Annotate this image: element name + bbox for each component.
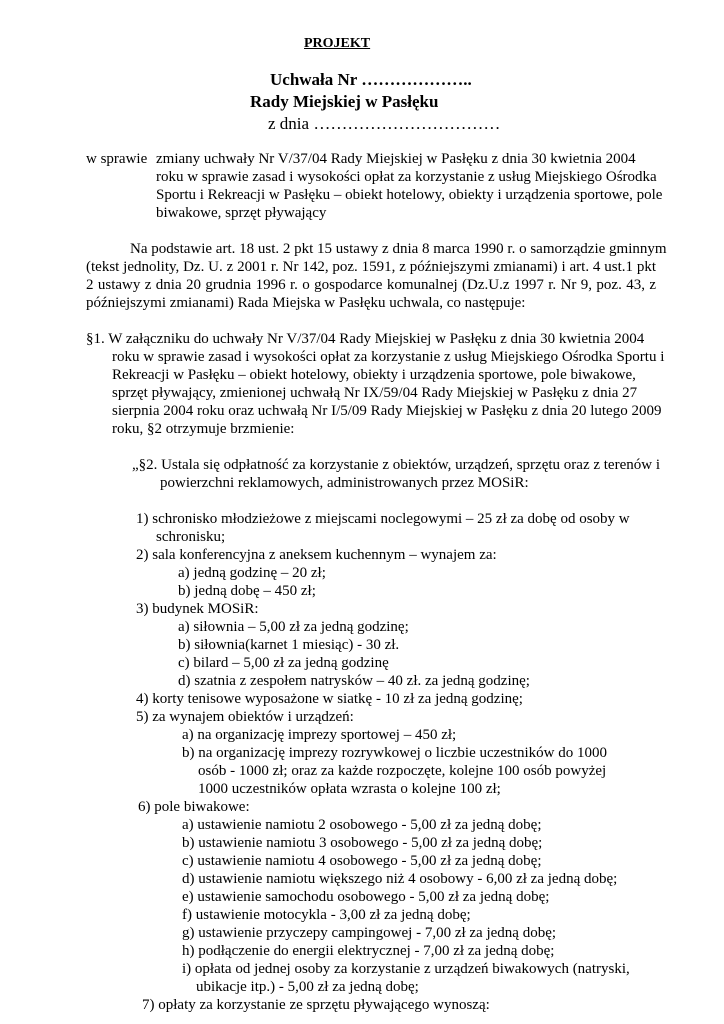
list-item: 4) korty tenisowe wyposażone w siatkę - 10 zł za jedną godzinę; bbox=[136, 691, 523, 707]
paragraph-1-line: Rekreacji w Pasłęku – obiekt hotelowy, obiekty i urządzenia sportowe, pole biwakowe, bbox=[112, 367, 636, 383]
list-item: b) jedną dobę – 450 zł; bbox=[178, 583, 316, 599]
projekt-label: PROJEKT bbox=[304, 36, 371, 51]
legal-basis-line: Na podstawie art. 18 ust. 2 pkt 15 ustawy z dnia 8 marca 1990 r. o samorządzie gminnym bbox=[130, 241, 667, 257]
council-name: Rady Miejskiej w Pasłęku bbox=[250, 92, 439, 111]
list-item: 3) budynek MOSiR: bbox=[136, 601, 259, 617]
list-item: 7) opłaty za korzystanie ze sprzętu pływającego wynoszą: bbox=[142, 997, 490, 1013]
legal-basis-line: późniejszymi zmianami) Rada Miejska w Pasłęku uchwala, co następuje: bbox=[86, 295, 526, 311]
list-item: e) ustawienie samochodu osobowego - 5,00 zł za jedną dobę; bbox=[182, 889, 550, 905]
list-item: d) szatnia z zespołem natrysków – 40 zł. za jedną godzinę; bbox=[178, 673, 530, 689]
list-item: b) ustawienie namiotu 3 osobowego - 5,00 zł za jedną dobę; bbox=[182, 835, 543, 851]
subject-line: roku w sprawie zasad i wysokości opłat za korzystanie z usług Miejskiego Ośrodka bbox=[156, 169, 657, 185]
legal-basis-line: 2 ustawy z dnia 20 grudnia 1996 r. o gospodarce komunalnej (Dz.U.z 1997 r. Nr 9, poz. 43, z bbox=[86, 277, 656, 293]
resolution-date: z dnia …………………………… bbox=[268, 114, 501, 133]
list-item: a) jedną godzinę – 20 zł; bbox=[178, 565, 326, 581]
list-item: 1000 uczestników opłata wzrasta o kolejne 100 zł; bbox=[198, 781, 501, 797]
subject-line: biwakowe, sprzęt pływający bbox=[156, 205, 327, 221]
list-item: i) opłata od jednej osoby za korzystanie z urządzeń biwakowych (natryski, bbox=[182, 961, 630, 977]
list-item: 2) sala konferencyjna z aneksem kuchennym – wynajem za: bbox=[136, 547, 497, 563]
paragraph-1-line: roku w sprawie zasad i wysokości opłat za korzystanie z usług Miejskiego Ośrodka Sportu i bbox=[112, 349, 665, 365]
list-item: 1) schronisko młodzieżowe z miejscami noclegowymi – 25 zł za dobę od osoby w bbox=[136, 511, 630, 527]
paragraph-1-line: §1. W załączniku do uchwały Nr V/37/04 Rady Miejskiej w Pasłęku z dnia 30 kwietnia 2004 bbox=[86, 331, 645, 347]
resolution-number: Uchwała Nr ……………….. bbox=[270, 70, 472, 89]
list-item: 6) pole biwakowe: bbox=[138, 799, 250, 815]
list-item: a) siłownia – 5,00 zł za jedną godzinę; bbox=[178, 619, 409, 635]
paragraph-2-line: powierzchni reklamowych, administrowanych przez MOSiR: bbox=[160, 475, 529, 491]
list-item: osób - 1000 zł; oraz za każde rozpoczęte, kolejne 100 osób powyżej bbox=[198, 763, 607, 779]
list-item: 5) za wynajem obiektów i urządzeń: bbox=[136, 709, 354, 725]
list-item: d) ustawienie namiotu większego niż 4 osobowy - 6,00 zł za jedną dobę; bbox=[182, 871, 618, 887]
paragraph-2-line: „§2. Ustala się odpłatność za korzystanie z obiektów, urządzeń, sprzętu oraz z terenów i bbox=[132, 457, 660, 473]
list-item: a) na organizację imprezy sportowej – 450 zł; bbox=[182, 727, 457, 743]
list-item: b) siłownia(karnet 1 miesiąc) - 30 zł. bbox=[178, 637, 400, 653]
list-item: c) ustawienie namiotu 4 osobowego - 5,00 zł za jedną dobę; bbox=[182, 853, 542, 869]
list-item: schronisku; bbox=[156, 529, 226, 545]
legal-basis-line: (tekst jednolity, Dz. U. z 2001 r. Nr 142, poz. 1591, z późniejszymi zmianami) i art. 4 ust.1 pkt bbox=[86, 259, 656, 275]
subject-line: Sportu i Rekreacji w Pasłęku – obiekt hotelowy, obiekty i urządzenia sportowe, pole bbox=[156, 187, 663, 203]
paragraph-1-line: sprzęt pływający, zmienionej uchwałą Nr IX/59/04 Rady Miejskiej w Pasłęku z dnia 27 bbox=[112, 385, 638, 401]
list-item: c) bilard – 5,00 zł za jedną godzinę bbox=[178, 655, 389, 671]
paragraph-1-line: roku, §2 otrzymuje brzmienie: bbox=[112, 421, 295, 437]
subject-label: w sprawie bbox=[86, 151, 148, 167]
list-item: b) na organizację imprezy rozrywkowej o liczbie uczestników do 1000 bbox=[182, 745, 607, 761]
list-item: a) ustawienie namiotu 2 osobowego - 5,00 zł za jedną dobę; bbox=[182, 817, 542, 833]
list-item: g) ustawienie przyczepy campingowej - 7,00 zł za jedną dobę; bbox=[182, 925, 557, 941]
list-item: ubikacje itp.) - 5,00 zł za jedną dobę; bbox=[196, 979, 419, 995]
subject-line: zmiany uchwały Nr V/37/04 Rady Miejskiej w Pasłęku z dnia 30 kwietnia 2004 bbox=[156, 151, 636, 167]
list-item: f) ustawienie motocykla - 3,00 zł za jedną dobę; bbox=[182, 907, 471, 923]
list-item: h) podłączenie do energii elektrycznej - 7,00 zł za jedną dobę; bbox=[182, 943, 555, 959]
paragraph-1-line: sierpnia 2004 roku oraz uchwałą Nr I/5/09 Rady Miejskiej w Pasłęku z dnia 20 lutego 2009 bbox=[112, 403, 662, 419]
